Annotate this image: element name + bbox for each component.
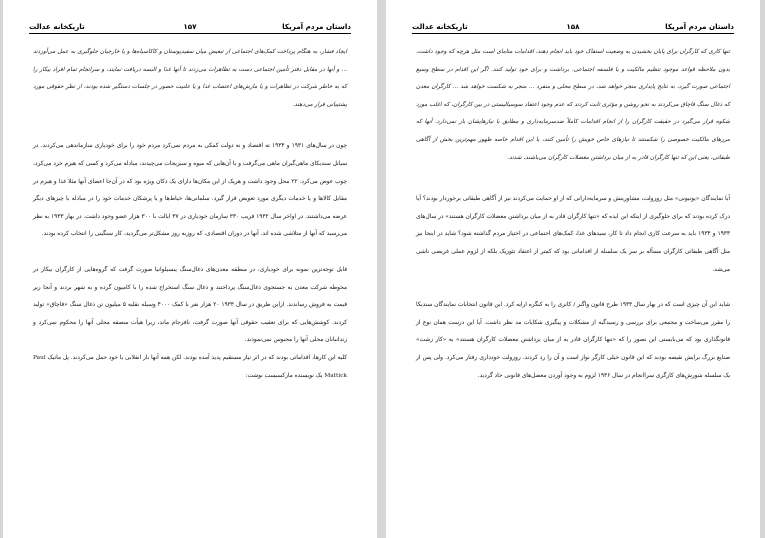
book-page-right (386, 0, 760, 538)
page-header (29, 22, 351, 34)
paragraph-gap (416, 167, 730, 191)
chapter-title: تاریکخانه عدالت (29, 22, 85, 31)
page-number: ۱۵۷ (183, 22, 197, 31)
page-header (412, 22, 734, 34)
page-number: ۱۵۸ (566, 22, 580, 31)
paragraph-gap (33, 114, 347, 138)
quote-paragraph: ایجاد فشار، به هنگام پرداخت کمک‌های اجتماعی از تبعیض میان سفیدپوستان و کاکاسیاه‌ها و یا خارجیان جلوگیری به عمل می‌آوردند ... و آنها در مقابل دفتر تأمین اجتماعی دست به تظاهرات می‌زدند تا آنها غذا و البسه دریافت نمایند، و سرانجام تمام افراد بیکار را که به خاطر شرکت در تظاهرات و یا مارش‌های اعتصاب غذا و یا علنیت حضور در جلسات دستگیر شده بودند، از نظر حقوقی مورد پشتیبانی قرار می‌دهند. (33, 49, 347, 108)
paragraph-gap (33, 244, 347, 262)
body-paragraph: قابل توجه‌ترین نمونه برای خودیاری، در منطقه معدن‌های ذغال‌سنگ پنسیلوانیا صورت گرفت که گروه‌هایی از کارگران بیکار در محوطه شرکت معدن به جستجوی ذغال‌سنگ پرداختند و ذغال سنگ استخراج شده را با کامیون گرده و به شهر بردند و آنجا زیر قیمت به فروش رساندند. ازاین طریق در سال ۱۹۳۴ ۲۰ هزار نفر با کمک ۴۰۰۰ وسیله نقلیه ۵ میلیون تن ذغال سنگ «قاچاق» تولید کردند. کوشش‌هایی که برای تعقیب حقوقی آنها صورت گرفت، نافرجام ماند، زیرا هیأت منصفه محلی آنها را محکوم نمی‌کرد و زندانبانان محلی آنها را محبوس نمی‌نمودند. (33, 266, 348, 344)
body-paragraph: آیا نمایندگان «یونیونی» مثل روزولت، مشاورینش و سرمایه‌دارانی که از او حمایت می‌کردند نیز از آگاهی طبقاتی برخوردار بودند؟ آیا درک کرده بودند که برای جلوگیری از اینکه این ایده که «تنها کارگران قادر به از میان برداشتن معضلات کارگران هستند» در سال‌های ۱۹۳۳ و ۱۹۳۴ باید به سرعت کاری انجام داد تا کار، سیدهای غذا، کمک‌های اجتماعی در اختیار مردم گذاشته شود؟ شاید در اینجا نیز مثل آگاهی طبقاتی کارگران مسأله بر سر یک سلسله از اقداماتی بود که کمتر از اعتقاد تئوریک بلکه از لزوم عملی غریضی ناشی می‌شد. (416, 196, 730, 273)
quote-paragraph: تنها کاری که کارگران برای پایان بخشیدن به وضعیت استفاک خود باید انجام دهند، اقدامات متامای است مثل هرچه که وجود داشت، بدون ملاحظه قواعد موجود تنظیم مالکیت و یا فلسفه اجتماعی. برداشت و برای خود تولید کنند. اگر این اقدام در سطح وسیع اجتماعی صورت گیرد، به نتایج پایداری منجر خواهد شد، در سطح محلی و منفرد ... منجر به شکست خواهد شد ... کارگران معدن که ذغال سنگ قاچاق می‌کردند به نحو روشن و مؤثری ثابت کردند که عدم وجود اعتقاد سوسیالیستی در بین کارگران، که اغلب مورد شکوه قرار می‌گیرد در حقیقت کارگران را از انجام اقدامات کاملاً ضدسرمایه‌داری و مطابق با نیازهایشان باز نمی‌دارد. آنها که مرزهای مالکیت خصوصی را شکستند تا نیازهای خاص خویش را تأمین کنند، با این اقدام خاصه ظهور مهم‌ترین بخش از آگاهی طبقاتی، یعنی این که تنها کارگران قادر به از میان برداشتن معضلات کارگران می‌باشند، شدند. (416, 49, 730, 161)
paragraph-gap (416, 279, 730, 297)
book-page-left (3, 0, 377, 538)
page-body (416, 44, 730, 528)
header-rule (412, 33, 734, 34)
book-title: داستان مردم آمریکا (665, 22, 734, 31)
page-body (33, 44, 347, 528)
body-paragraph: چون در سال‌های ۱۹۳۱ و ۱۹۳۴ ته اقتصاد و نه دولت کمکی به مردم نمی‌کرد مردم خود را برای خودیاری سازماندهی می‌کردند. در سیاتل سندیکای ماهی‌گیران ماهی می‌گرفت و با آن‌هایی که میوه و سبزیجات می‌چیدند، مبادله می‌کرد و کسی که هیزم خرد می‌کرد، چوب عوض می‌کرد. ۲۲ محل وجود داشت و هریک از این مکان‌ها دارای یک دکان ویژه بود که در آن‌جا اعضای آنها مثلا غذا و هیزم در مقابل کالاها و یا خدمات دیگری مورد تعویض قرار گیرد. سلمانی‌ها، خیاط‌ها و یا پزشکان خدمات خود را در مبادله با چیزهای دیگر عرضه می‌داشتند. در اواخر سال ۱۹۳۲ قریب ۳۳۰ سازمان خودیاری در ۳۷ ایالت با ۳۰۰ هزار عضو وجود داشت. در بهار ۱۹۳۳ به نظر می‌رسید که آنها از متلاشی شده اند. آنها در دوران اقتصادی، که روزبه روز مشکل‌تر می‌گردید، کار سنگینی را انتخاب کرده بودند. (33, 143, 348, 238)
body-paragraph: کلیه این کارها، اقداماتی بودند که در اثر نیاز مستقیم پدید آمده بودند. لکن همه آنها بار انقلابی یا خود حمل می‌کردند. پل ماتیک Paul Mattick یک نویسنده مارکسیست نوشت: (33, 354, 347, 379)
header-rule (29, 33, 351, 34)
book-title: داستان مردم آمریکا (282, 22, 351, 31)
chapter-title: تاریکخانه عدالت (412, 22, 468, 31)
body-paragraph: شاید این آن چیزی است که در بهار سال ۱۹۳۴ طرح قانون واگنر / کانری را به کنگره ارایه کرد. این قانون انتخابات نمایندگان سندیکا را مقرر می‌ساخت و مجمعی برای بررسی و رسیدگیه از مشکلات و پیگیری شکایات مد نظر داشت. آیا این درست همان نوع از قانونگذاری بود که می‌بایستی این تصور را که «تنها کارگران قادر به از میان برداشتن معضلات کارگران هستند» به «کار زشت» صنایع بزرگ برایش نقیصه بودند که این قانون خیلی کارگر نواز است و آن را رد کردند. روزولت خودداری رفتار می‌کرد. ولی پس از یک سلسله شورش‌های کارگری سراانجام در سال ۱۹۳۶ لزوم به وجود آوردن معضل‌های قانونی حاد گردید. (416, 302, 730, 379)
